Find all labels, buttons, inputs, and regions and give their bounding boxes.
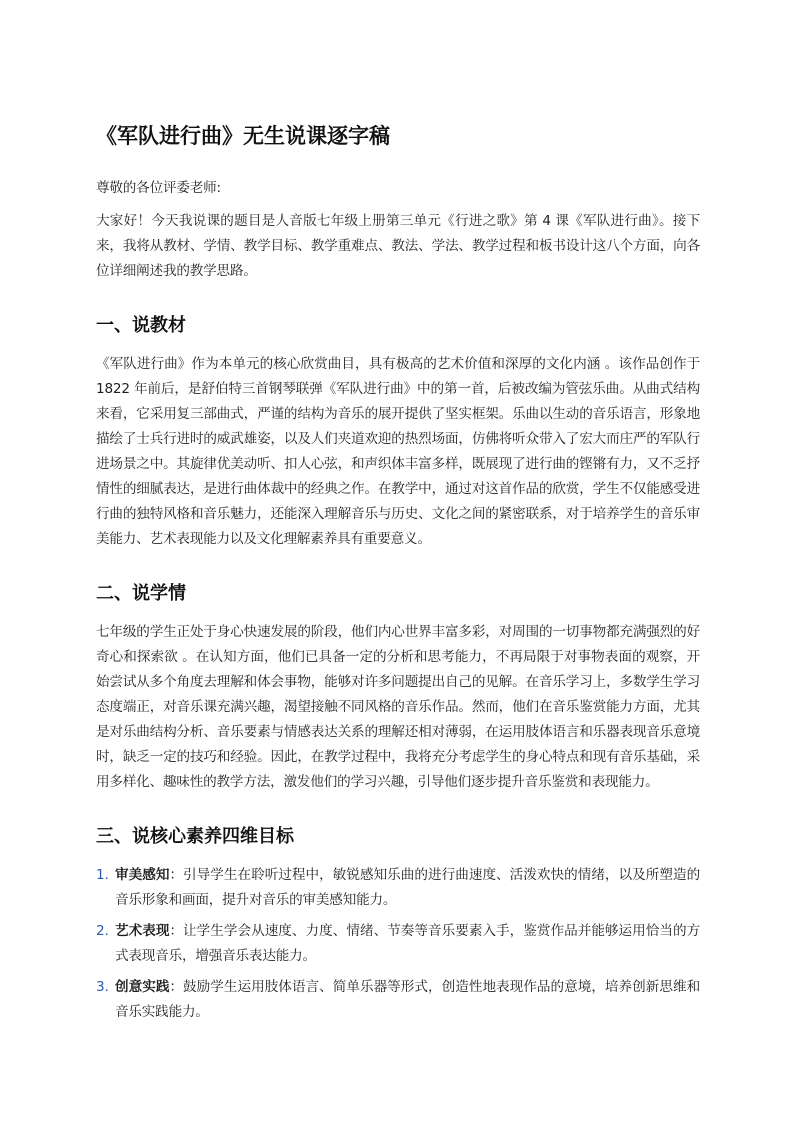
section-heading-goals: 三、说核心素养四维目标 bbox=[96, 826, 294, 847]
section-heading-textbook: 一、说教材 bbox=[96, 315, 186, 336]
list-number: 3. bbox=[96, 979, 109, 995]
greeting: 尊敬的各位评委老师: bbox=[96, 180, 221, 196]
list-separator: ： bbox=[169, 979, 184, 995]
section-body-textbook: 《军队进行曲》作为本单元的核心欣赏曲目，具有极高的艺术价值和深厚的文化内涵 。该作品创作于 1822 年前后，是舒伯特三首钢琴联弹《军队进行曲》中的第一首，后被改编为管弦乐曲。从曲式结构来看，它采用复三部曲式，严谨的结构为音乐的展开提供了坚实框架。乐曲以生动的音乐语言，形象地描绘了士兵行进时的威武雄姿，以及人们夹道欢迎的热烈场面，仿佛将听众带入了宏大而庄严的军队行进场景之中。其旋律优美动听、扣人心弦，和声织体丰富多样，既展现了进行曲的铿锵有力，又不乏抒情性的细腻表达，是进行曲体裁中的经典之作。在教学中，通过对这首作品的欣赏，学生不仅能感受进行曲的独特风格和音乐魅力，还能深入理解音乐与历史、文化之间的紧密联系，对于培养学生的音乐审美能力、艺术表现能力以及文化理解素养具有重要意义。 bbox=[96, 356, 700, 547]
section-heading-students: 二、说学情 bbox=[96, 583, 186, 604]
list-separator: ： bbox=[169, 867, 184, 883]
list-number: 2. bbox=[96, 923, 109, 939]
list-term: 审美感知 bbox=[115, 867, 170, 883]
list-item bbox=[96, 863, 700, 913]
list-text: 鼓励学生运用肢体语言、简单乐器等形式，创造性地表现作品的意境，培养创新思维和音乐实践能力。 bbox=[115, 979, 700, 1020]
list-term: 创意实践 bbox=[115, 979, 170, 995]
document-title: 《军队进行曲》无生说课逐字稿 bbox=[96, 124, 390, 148]
list-text: 引导学生在聆听过程中，敏锐感知乐曲的进行曲速度、活泼欢快的情绪，以及所塑造的音乐形象和画面，提升对音乐的审美感知能力。 bbox=[115, 867, 700, 908]
list-term: 艺术表现 bbox=[115, 923, 170, 939]
intro-paragraph: 大家好！今天我说课的题目是人音版七年级上册第三单元《行进之歌》第 4 课《军队进行曲》。接下来，我将从教材、学情、教学目标、教学重难点、教法、学法、教学过程和板书设计这八个方面，向各位详细阐述我的教学思路。 bbox=[96, 213, 700, 279]
list-number: 1. bbox=[96, 867, 109, 883]
goals-list bbox=[96, 863, 700, 1025]
list-item bbox=[96, 919, 700, 969]
list-text: 让学生学会从速度、力度、情绪、节奏等音乐要素入手，鉴赏作品并能够运用恰当的方式表现音乐，增强音乐表达能力。 bbox=[115, 923, 700, 964]
document-page bbox=[96, 118, 700, 1031]
section-body-students: 七年级的学生正处于身心快速发展的阶段，他们内心世界丰富多彩，对周围的一切事物都充满强烈的好奇心和探索欲 。在认知方面，他们已具备一定的分析和思考能力，不再局限于对事物表面的观察，开始尝试从多个角度去理解和体会事物，能够对许多问题提出自己的见解。在音乐学习上，多数学生学习态度端正，对音乐课充满兴趣，渴望接触不同风格的音乐作品。然而，他们在音乐鉴赏能力方面，尤其是对乐曲结构分析、音乐要素与情感表达关系的理解还相对薄弱，在运用肢体语言和乐器表现音乐意境时，缺乏一定的技巧和经验。因此，在教学过程中，我将充分考虑学生的身心特点和现有音乐基础，采用多样化、趣味性的教学方法，激发他们的学习兴趣，引导他们逐步提升音乐鉴赏和表现能力。 bbox=[96, 624, 700, 790]
list-separator: ： bbox=[169, 923, 184, 939]
list-item bbox=[96, 975, 700, 1025]
